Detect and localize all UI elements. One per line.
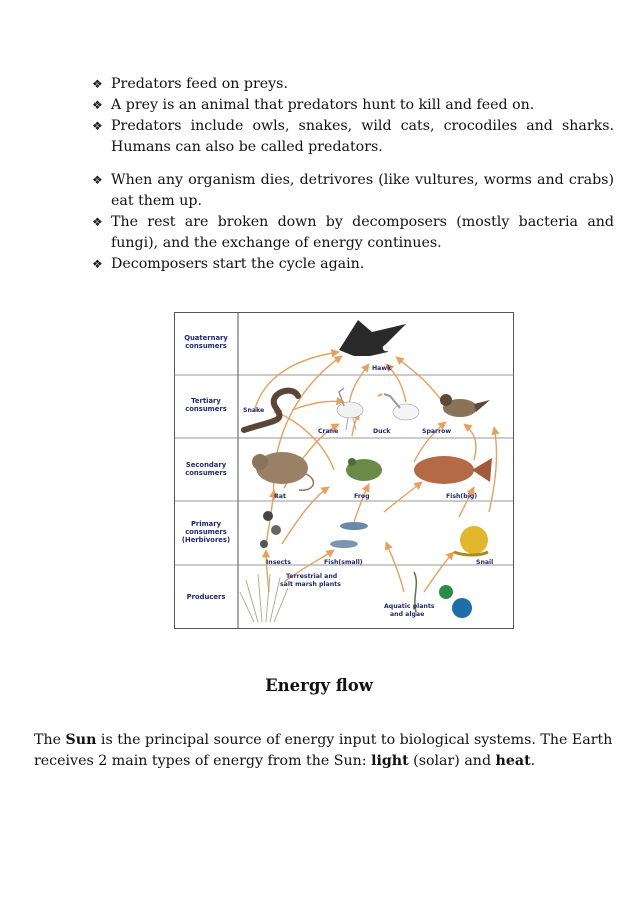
label-crane: Crane — [318, 428, 339, 435]
body-paragraph: The Sun is the principal source of energy input to biological systems. The Earth receives 2 main types of energy from the Sun: light (solar) and heat. — [34, 732, 613, 769]
diamond-bullet-icon: ❖ — [92, 215, 103, 229]
label-fish-small: Fish(small) — [324, 559, 363, 566]
section-heading: Energy flow — [265, 676, 373, 695]
bullet-list — [92, 74, 614, 275]
label-terrestrial-plants-2: salt marsh plants — [280, 581, 341, 588]
bullet-item: ❖ Predators feed on preys. — [92, 74, 614, 95]
label-hawk: Hawk — [372, 365, 392, 372]
label-frog: Frog — [354, 493, 370, 500]
bullet-item: ❖ Decomposers start the cycle again. — [92, 254, 614, 275]
label-aquatic-plants-1: Aquatic plants — [384, 603, 435, 610]
diamond-bullet-icon: ❖ — [92, 173, 103, 187]
food-web-diagram — [174, 312, 514, 629]
bullet-item: ❖ A prey is an animal that predators hunt to kill and feed on. — [92, 95, 614, 116]
diamond-bullet-icon: ❖ — [92, 98, 103, 112]
diamond-bullet-icon: ❖ — [92, 257, 103, 271]
level-label-secondary: Secondary consumers — [185, 461, 227, 477]
bullet-item: ❖ The rest are broken down by decomposers (mostly bacteria and fungi), and the exchange of energy continues. — [92, 214, 614, 251]
level-label-primary: Primary consumers (Herbivores) — [181, 520, 231, 544]
level-label-quaternary: Quaternary consumers — [184, 334, 228, 350]
label-fish-big: Fish(big) — [446, 493, 478, 500]
diamond-bullet-icon: ❖ — [92, 77, 103, 91]
label-terrestrial-plants-1: Terrestrial and — [286, 573, 338, 580]
level-label-producers: Producers — [186, 593, 226, 601]
label-snake: Snake — [243, 407, 265, 414]
bullet-item: ❖ When any organism dies, detrivores (like vultures, worms and crabs) eat them up. — [92, 172, 614, 209]
label-insects: Insects — [266, 559, 291, 566]
label-sparrow: Sparrow — [422, 428, 452, 435]
diamond-bullet-icon: ❖ — [92, 119, 103, 133]
label-duck: Duck — [373, 428, 391, 435]
level-label-tertiary: Tertiary consumers — [185, 397, 227, 413]
label-aquatic-plants-2: and algae — [390, 611, 425, 618]
label-rat: Rat — [274, 493, 286, 500]
label-snail: Snail — [476, 559, 494, 566]
bullet-item: ❖ Predators include owls, snakes, wild cats, crocodiles and sharks. Humans can also be called predators. — [92, 118, 614, 155]
